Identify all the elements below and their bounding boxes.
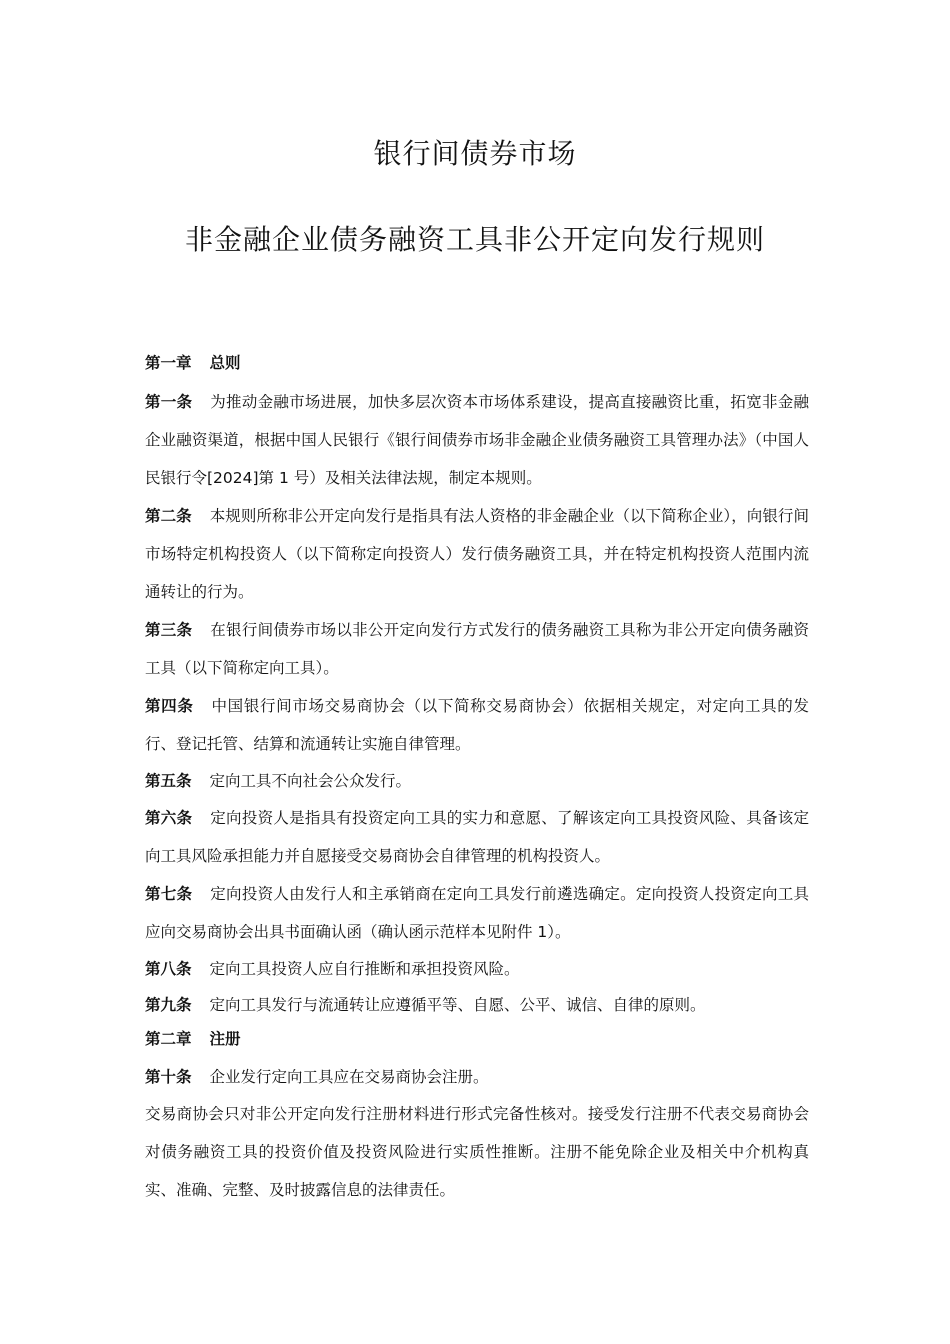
chapter-title: 注册 bbox=[209, 1030, 241, 1048]
article-4 bbox=[145, 687, 809, 763]
article-6 bbox=[145, 799, 809, 875]
article-label: 第四条 bbox=[145, 697, 194, 715]
article-label: 第七条 bbox=[145, 885, 193, 903]
article-label: 第六条 bbox=[145, 809, 193, 827]
article-label: 第九条 bbox=[145, 996, 192, 1014]
article-label: 第三条 bbox=[145, 621, 193, 639]
article-text: 为推动金融市场进展，加快多层次资本市场体系建设，提高直接融资比重，拓宽非金融企业融资渠道，根据中国人民银行《银行间债券市场非金融企业债务融资工具管理办法》（中国人民银行令[2024]第 1 号）及相关法律法规，制定本规则。 bbox=[145, 393, 809, 487]
article-text: 企业发行定向工具应在交易商协会注册。 bbox=[209, 1068, 489, 1086]
article-3 bbox=[145, 611, 809, 687]
document-title-line1: 银行间债券市场 bbox=[373, 137, 577, 170]
article-9 bbox=[145, 987, 809, 1023]
document-body bbox=[145, 347, 809, 1209]
article-7 bbox=[145, 875, 809, 951]
chapter-heading bbox=[145, 347, 809, 379]
article-text: 定向投资人由发行人和主承销商在定向工具发行前遴选确定。定向投资人投资定向工具应向交易商协会出具书面确认函（确认函示范样本见附件 1）。 bbox=[145, 885, 809, 941]
article-text: 在银行间债券市场以非公开定向发行方式发行的债务融资工具称为非公开定向债务融资工具（以下简称定向工具）。 bbox=[145, 621, 809, 677]
article-text: 定向工具不向社会公众发行。 bbox=[209, 772, 412, 790]
article-8 bbox=[145, 951, 809, 987]
article-label: 第八条 bbox=[145, 960, 192, 978]
body-paragraph: 交易商协会只对非公开定向发行注册材料进行形式完备性核对。接受发行注册不代表交易商协会对债务融资工具的投资价值及投资风险进行实质性推断。注册不能免除企业及相关中介机构真实、准确、完整、及时披露信息的法律责任。 bbox=[145, 1105, 809, 1199]
article-label: 第五条 bbox=[145, 772, 192, 790]
article-label: 第一条 bbox=[145, 393, 193, 411]
article-text: 定向投资人是指具有投资定向工具的实力和意愿、了解该定向工具投资风险、具备该定向工具风险承担能力并自愿接受交易商协会自律管理的机构投资人。 bbox=[145, 809, 809, 865]
article-5 bbox=[145, 763, 809, 799]
article-1 bbox=[145, 383, 809, 497]
article-text: 中国银行间市场交易商协会（以下简称交易商协会）依据相关规定，对定向工具的发行、登记托管、结算和流通转让实施自律管理。 bbox=[145, 697, 809, 753]
chapter-heading bbox=[145, 1023, 809, 1055]
article-text: 本规则所称非公开定向发行是指具有法人资格的非金融企业（以下简称企业），向银行间市场特定机构投资人（以下简称定向投资人）发行债务融资工具，并在特定机构投资人范围内流通转让的行为。 bbox=[145, 507, 809, 601]
article-2 bbox=[145, 497, 809, 611]
article-label: 第十条 bbox=[145, 1068, 192, 1086]
article-text: 定向工具发行与流通转让应遵循平等、自愿、公平、诚信、自律的原则。 bbox=[209, 996, 706, 1014]
article-10 bbox=[145, 1059, 809, 1095]
article-label: 第二条 bbox=[145, 507, 192, 525]
article-text: 定向工具投资人应自行推断和承担投资风险。 bbox=[209, 960, 520, 978]
chapter-title: 总则 bbox=[209, 354, 241, 372]
chapter-label: 第一章 bbox=[145, 354, 192, 372]
document-title-line2: 非金融企业债务融资工具非公开定向发行规则 bbox=[184, 223, 765, 256]
chapter-label: 第二章 bbox=[145, 1030, 192, 1048]
